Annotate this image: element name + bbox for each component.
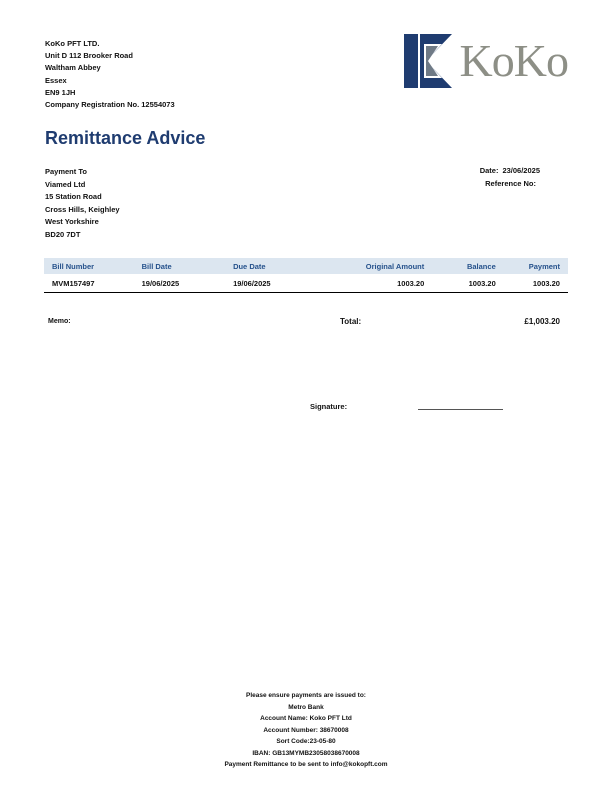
logo-wordmark: KoKo — [459, 35, 568, 86]
column-header-balance: Balance — [466, 261, 496, 271]
table-row — [44, 274, 568, 293]
footer-line: IBAN: GB13MYMB23058038670008 — [252, 749, 360, 757]
company-line: EN9 1JH — [45, 87, 76, 97]
column-header-due-date: Due Date — [233, 261, 266, 271]
company-line: Essex — [45, 75, 67, 85]
footer-line: Sort Code:23-05-80 — [276, 738, 336, 745]
column-header-payment: Payment — [528, 261, 560, 271]
total-label: Total: — [340, 317, 362, 326]
bank-details-footer — [0, 690, 612, 771]
cell-payment: 1003.20 — [532, 278, 560, 288]
company-line: Company Registration No. 12554073 — [45, 100, 175, 110]
cell-bill-number: MVM157497 — [52, 278, 95, 288]
cell-due-date: 19/06/2025 — [233, 278, 271, 288]
signature-line — [418, 409, 503, 410]
meta-row-reference — [360, 177, 540, 190]
reference-label: Reference No: — [485, 179, 536, 188]
footer-line: Account Number: 38670008 — [263, 726, 349, 734]
meta-row-date — [360, 164, 540, 177]
date-value: 23/06/2025 — [502, 166, 540, 175]
column-header-bill-number: Bill Number — [52, 261, 95, 271]
bills-table — [44, 258, 568, 293]
cell-bill-date: 19/06/2025 — [141, 278, 180, 288]
memo-label: Memo: — [48, 318, 71, 325]
payment-to-line: Viamed Ltd — [45, 179, 86, 189]
document-meta — [360, 164, 540, 190]
footer-line: Account Name: Koko PFT Ltd — [260, 715, 352, 722]
payment-to-line: 15 Station Road — [45, 192, 102, 202]
date-label: Date: — [479, 166, 499, 175]
payment-to-line: BD20 7DT — [45, 229, 81, 239]
company-line: Waltham Abbey — [45, 63, 101, 73]
payment-to-line: Cross Hills, Keighley — [45, 204, 120, 214]
footer-line: Metro Bank — [288, 703, 324, 711]
payment-to-line: West Yorkshire — [45, 217, 99, 227]
company-line: KoKo PFT LTD. — [45, 39, 100, 48]
cell-balance: 1003.20 — [468, 278, 496, 288]
cell-original-amount: 1003.20 — [397, 278, 425, 288]
table-header-row — [44, 258, 568, 274]
company-address-block — [45, 38, 175, 111]
payment-to-heading: Payment To — [45, 167, 87, 176]
payment-to-block — [45, 166, 120, 242]
footer-line: Payment Remittance to be sent to info@kokopft.com — [224, 761, 388, 768]
k-monogram-icon — [402, 32, 456, 90]
signature-label: Signature: — [310, 402, 348, 411]
column-header-original-amount: Original Amount — [365, 261, 425, 271]
footer-line: Please ensure payments are issued to: — [246, 692, 366, 699]
total-value: £1,003.20 — [524, 317, 560, 326]
page-title: Remittance Advice — [45, 128, 206, 148]
company-line: Unit D 112 Brooker Road — [45, 51, 133, 61]
column-header-bill-date: Bill Date — [141, 261, 172, 271]
company-logo — [402, 30, 568, 92]
